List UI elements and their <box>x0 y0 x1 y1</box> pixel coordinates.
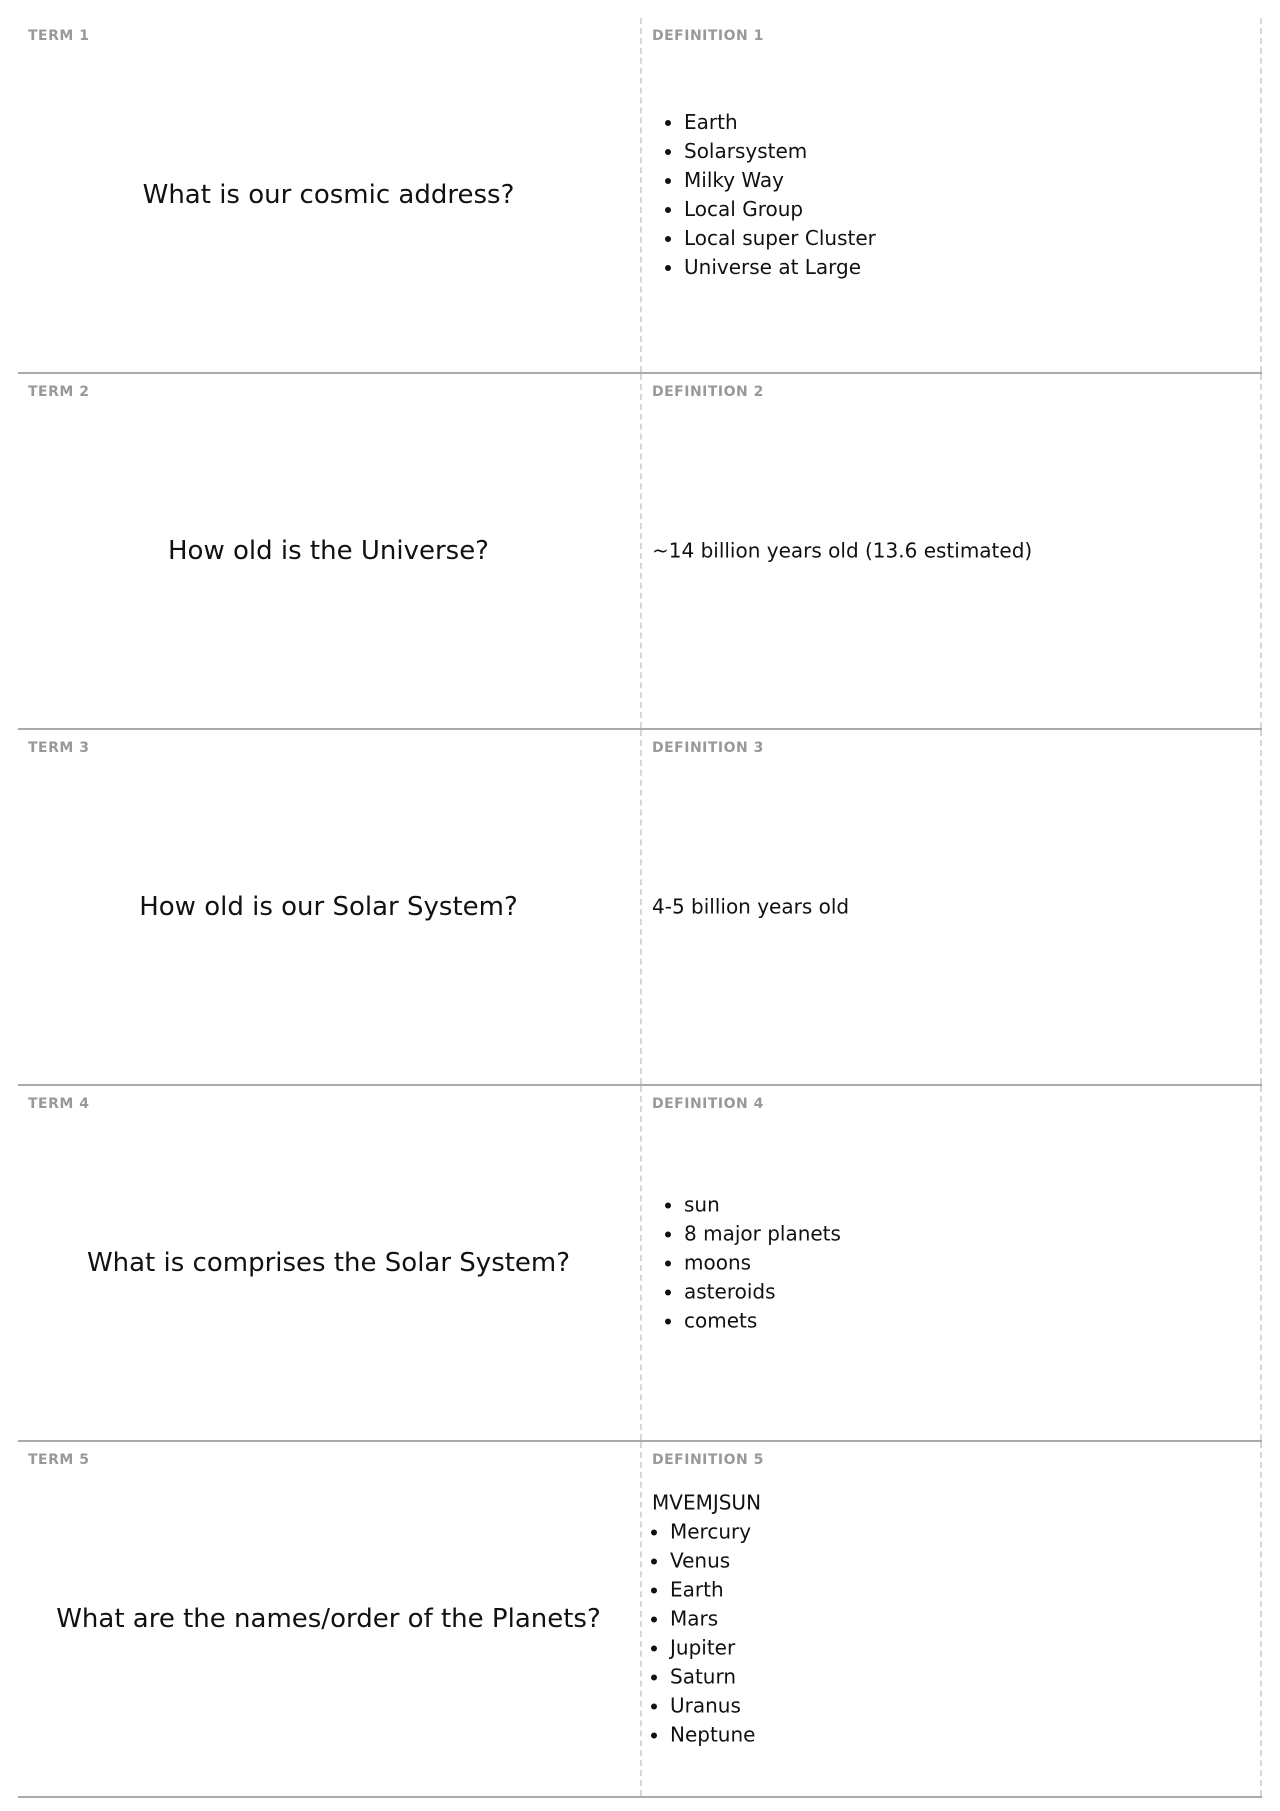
definition-cell <box>640 1442 1262 1796</box>
term-cell <box>18 1442 639 1796</box>
list-item: • Solarsystem <box>684 137 1250 166</box>
definition-body <box>652 108 1250 282</box>
list-item: • sun <box>684 1191 1250 1220</box>
list-item: • Neptune <box>670 1721 1250 1750</box>
definition-label: DEFINITION 4 <box>652 1096 764 1112</box>
list-item: • Mercury <box>670 1518 1250 1547</box>
list-item: • 8 major planets <box>684 1220 1250 1249</box>
definition-text: ~14 billion years old (13.6 estimated) <box>652 538 1033 563</box>
list-item: • Venus <box>670 1547 1250 1576</box>
card-row-2 <box>18 374 1262 730</box>
definition-cell <box>640 374 1262 728</box>
list-item: • Universe at Large <box>684 253 1250 282</box>
list-item: • Local Group <box>684 195 1250 224</box>
list-item: • asteroids <box>684 1278 1250 1307</box>
flashcard-sheet <box>18 18 1262 1798</box>
term-label: TERM 1 <box>28 28 90 44</box>
term-label: TERM 4 <box>28 1096 90 1112</box>
list-item: • Earth <box>670 1576 1250 1605</box>
term-cell <box>18 730 639 1084</box>
definition-intro: MVEMJSUN <box>652 1490 762 1515</box>
term-cell <box>18 374 639 728</box>
definition-label: DEFINITION 5 <box>652 1452 764 1468</box>
term-text: What are the names/order of the Planets? <box>56 1604 601 1634</box>
definition-label: DEFINITION 1 <box>652 28 764 44</box>
term-cell <box>18 18 639 372</box>
list-item: • Uranus <box>670 1692 1250 1721</box>
term-text: What is comprises the Solar System? <box>86 1248 571 1278</box>
term-text: How old is our Solar System? <box>139 892 518 922</box>
definition-cell <box>640 730 1262 1084</box>
list-item: • Local super Cluster <box>684 224 1250 253</box>
definition-list <box>652 1191 1250 1336</box>
term-label: TERM 5 <box>28 1452 90 1468</box>
definition-label: DEFINITION 3 <box>652 740 764 756</box>
list-item: • moons <box>684 1249 1250 1278</box>
definition-label: DEFINITION 2 <box>652 384 764 400</box>
definition-cell <box>640 1086 1262 1440</box>
term-cell <box>18 1086 639 1440</box>
card-row-1 <box>18 18 1262 374</box>
definition-text: 4-5 billion years old <box>652 894 850 919</box>
term-label: TERM 3 <box>28 740 90 756</box>
card-row-4 <box>18 1086 1262 1442</box>
term-label: TERM 2 <box>28 384 90 400</box>
card-row-3 <box>18 730 1262 1086</box>
list-item: • Jupiter <box>670 1634 1250 1663</box>
list-item: • Saturn <box>670 1663 1250 1692</box>
term-text: What is our cosmic address? <box>142 180 515 210</box>
term-text: How old is the Universe? <box>167 536 489 566</box>
definition-cell <box>640 18 1262 372</box>
card-row-5 <box>18 1442 1262 1798</box>
list-item: • Earth <box>684 108 1250 137</box>
list-item: • Mars <box>670 1605 1250 1634</box>
definition-body <box>652 1489 1250 1750</box>
definition-body <box>652 1191 1250 1336</box>
definition-list <box>652 1518 1250 1750</box>
list-item: • comets <box>684 1307 1250 1336</box>
list-item: • Milky Way <box>684 166 1250 195</box>
definition-list <box>652 108 1250 282</box>
